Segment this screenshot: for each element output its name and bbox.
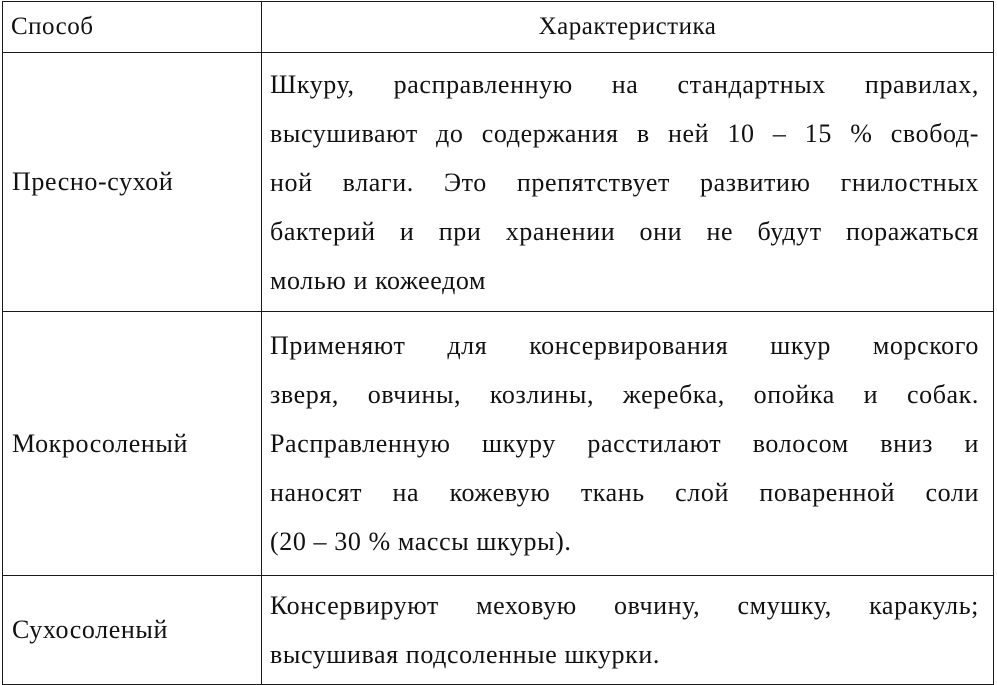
description-line: наносят на кожевую ткань слой поваренной соли: [270, 478, 979, 507]
description-line: высушивая подсоленные шкурки.: [270, 640, 660, 669]
header-method: Способ: [3, 2, 262, 53]
header-characteristic: Характеристика: [262, 2, 994, 53]
method-description: [262, 312, 994, 576]
method-description: [262, 576, 994, 685]
description-line: ной влаги. Это препятствует развитию гнилостных: [270, 167, 979, 197]
preservation-methods-table: [2, 1, 994, 685]
table-row: [3, 53, 994, 312]
table-row: [3, 312, 994, 576]
description-line: Консервируют меховую овчину, смушку, каракуль;: [270, 591, 979, 620]
description-line: высушивают до содержания в ней 10 – 15 % свобод-: [270, 118, 979, 148]
description-line: бактерий и при хранении они не будут поражаться: [270, 216, 979, 246]
description-line: (20 – 30 % массы шкуры).: [270, 527, 572, 556]
description-line: Шкуру, расправленную на стандартных правилах,: [270, 69, 979, 99]
table-row: [3, 576, 994, 685]
description-line: зверя, овчины, козлины, жеребка, опойка и собак.: [270, 380, 979, 409]
method-name: Мокросоленый: [3, 312, 262, 576]
method-name: Сухосоленый: [3, 576, 262, 685]
method-description: [262, 53, 994, 312]
description-line: Расправленную шкуру расстилают волосом вниз и: [270, 429, 979, 458]
description-line: Применяют для консервирования шкур морского: [270, 331, 979, 360]
method-name: Пресно-сухой: [3, 53, 262, 312]
table-header-row: [3, 2, 994, 53]
description-line: молью и кожеедом: [270, 265, 487, 295]
